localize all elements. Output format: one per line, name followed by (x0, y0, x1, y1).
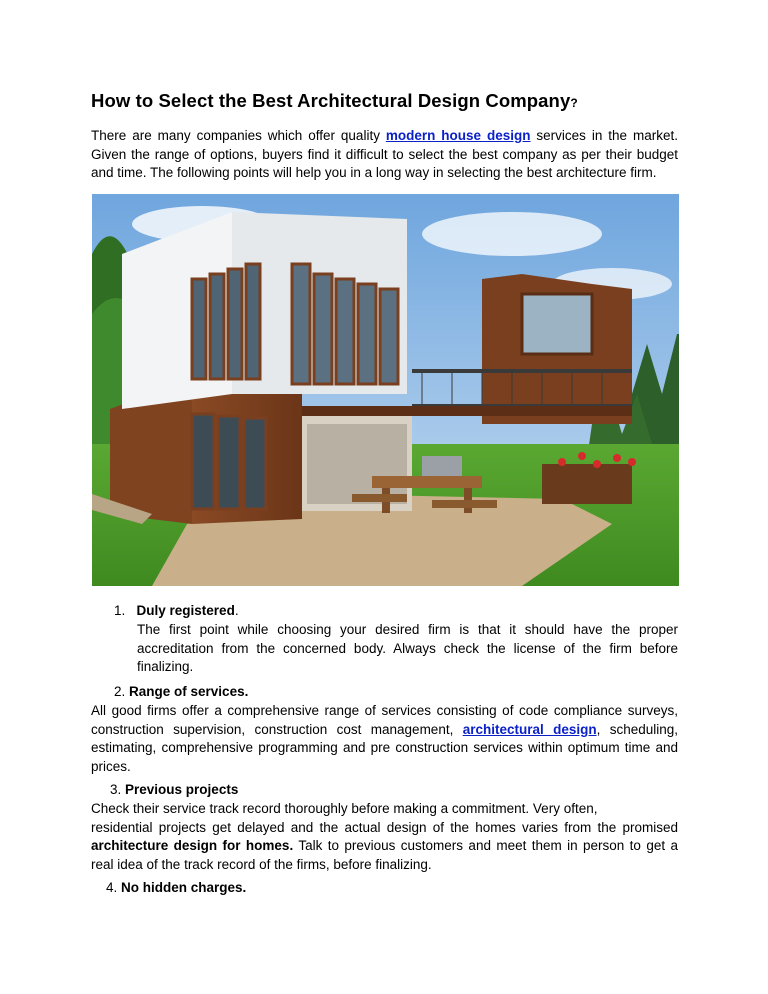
list-item-3-heading: 3. Previous projects (110, 782, 239, 797)
list-item-3-body: Check their service track record thoroughly before making a commitment. Very often, residential projects get delayed and the actual design of the homes varies from the promised architecture design for homes. Talk to previous customers and meet them in person to get a real idea of the track record of the firms, before finalizing. (91, 801, 678, 872)
list-item-2-body: All good firms offer a comprehensive range of services consisting of code compliance surveys, construction supervision, construction cost management, architectural design, scheduling, estimating, comprehensive programming and pre construction services within optimum time and prices. (91, 703, 678, 774)
list-item-1-heading: 1. Duly registered. (114, 603, 239, 618)
modern-house-design-link[interactable]: modern house design (385, 128, 531, 143)
house-photo (92, 194, 679, 586)
list-item-4-heading: 4. No hidden charges. (106, 880, 247, 895)
list-item-1-body: The first point while choosing your desired firm is that it should have the proper accreditation from the concerned body. Always check the license of the firm before finalizing. (137, 622, 678, 674)
list-item-2-heading: 2. Range of services. (114, 684, 249, 699)
intro-paragraph: There are many companies which offer quality modern house design services in the market. Given the range of options, buyers find it difficult to select the best company as per their budget and time. The following points will help you in a long way in selecting the best architecture firm. (91, 128, 678, 180)
architectural-design-link[interactable]: architectural design (462, 721, 597, 737)
page-title: How to Select the Best Architectural Design Company? (91, 90, 578, 111)
